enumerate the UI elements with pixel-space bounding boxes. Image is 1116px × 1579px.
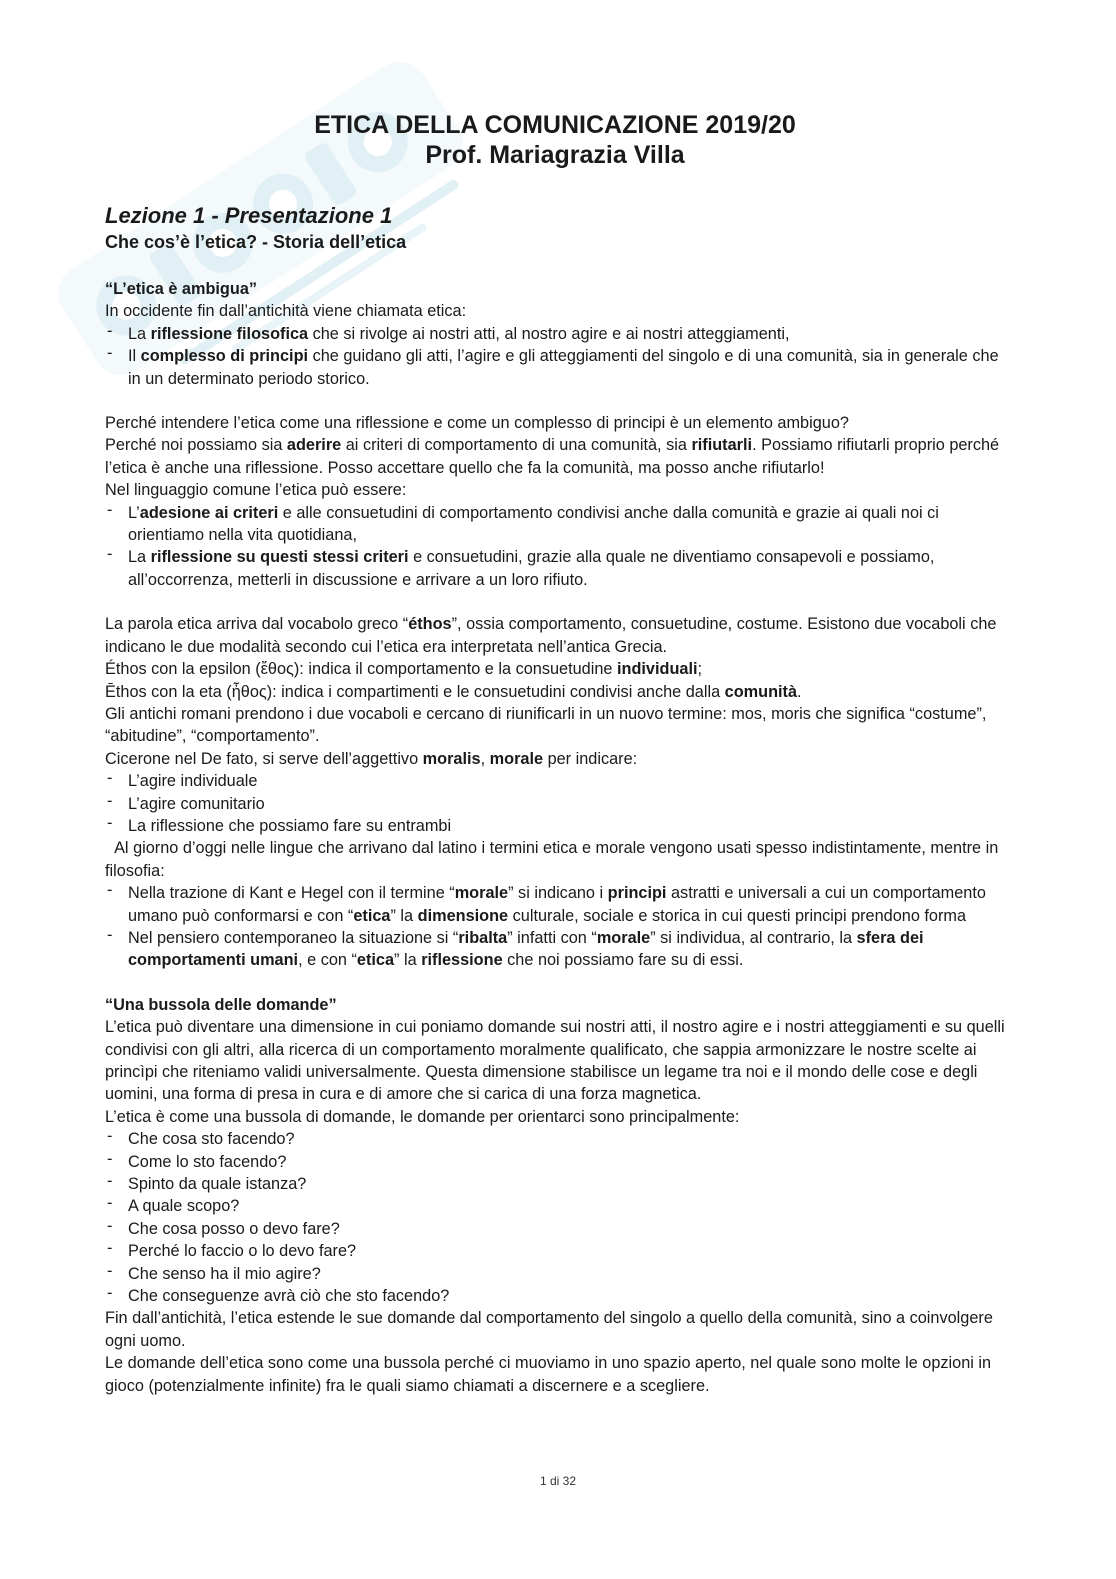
paragraph: In occidente fin dall’antichità viene chiamata etica:: [105, 302, 467, 321]
page-number: 1 di 32: [539, 1474, 577, 1488]
list-item: - Nella trazione di Kant e Hegel con il termine “morale” si indicano i principi astratti e universali a cui un comportamento umano può conformarsi e con “etica” la dimensione culturale, sociale e storica in cui questi principi prendono forma: [105, 882, 1005, 927]
list-item: - Che cosa sto facendo?: [105, 1128, 1005, 1150]
list-item: - L’agire comunitario: [105, 793, 1005, 815]
list-item: - Il complesso di principi che guidano gli atti, l’agire e gli atteggiamenti del singolo e di una comunità, sia in generale che in un determinato periodo storico.: [105, 345, 1005, 390]
paragraph: Fin dall’antichità, l’etica estende le sue domande dal comportamento del singolo a quello della comunità, sino a coinvolgere ogni uomo.: [105, 1309, 993, 1350]
list-item: - Che senso ha il mio agire?: [105, 1263, 1005, 1285]
cicerone-list: [105, 770, 1005, 837]
list-item: - Nel pensiero contemporaneo la situazione si “ribalta” infatti con “morale” si individua, al contrario, la sfera dei comportamenti umani, e con “etica” la riflessione che noi possiamo fare su di essi.: [105, 927, 1005, 972]
list-item: - Come lo sto facendo?: [105, 1151, 1005, 1173]
list-item: - A quale scopo?: [105, 1195, 1005, 1217]
paragraph: La parola etica arriva dal vocabolo greco “éthos”, ossia comportamento, consuetudine, costume. Esistono due vocaboli che indicano le due modalità secondo cui l’etica era interpretata nell’antica Grecia.: [105, 615, 997, 656]
document-page: [105, 110, 1005, 1397]
list-item: - La riflessione su questi stessi criteri e consuetudini, grazie alla quale ne diventiamo consapevoli e possiamo, all’occorrenza, metterli in discussione e arrivare a un loro rifiuto.: [105, 546, 1005, 591]
section-title-ambigua: “L’etica è ambigua”: [105, 280, 258, 298]
list-item: - La riflessione che possiamo fare su entrambi: [105, 815, 1005, 837]
paragraph: Nel linguaggio comune l’etica può essere:: [105, 481, 407, 500]
list-item: - Spinto da quale istanza?: [105, 1173, 1005, 1195]
document-title-line2: Prof. Mariagrazia Villa: [425, 141, 685, 169]
paragraph: L’etica può diventare una dimensione in cui poniamo domande sui nostri atti, il nostro agire e i nostri atteggiamenti e su quelli condivisi con gli altri, alla ricerca di un comportamento moralmente qualificato, che sappia armonizzare le nostre scelte ai princìpi che riteniamo validi universalmente. Questa dimensione stabilisce un legame tra noi e il mondo delle cose e degli uomini, una forma di presa in cura e di amore che si carica di una forza magnetica.: [105, 1018, 1005, 1104]
definition-list: [105, 502, 1005, 592]
lesson-title: Lezione 1 - Presentazione 1: [105, 203, 393, 228]
paragraph: Gli antichi romani prendono i due vocaboli e cercano di riunificarli in un nuovo termine: mos, moris che significa “costume”, “abitudine”, “comportamento”.: [105, 704, 987, 746]
list-item: - Che conseguenze avrà ciò che sto facendo?: [105, 1285, 1005, 1307]
paragraph: Perché intendere l’etica come una riflessione e come un complesso di principi è un elemento ambiguo?: [105, 414, 849, 433]
list-item: - La riflessione filosofica che si rivolge ai nostri atti, al nostro agire e ai nostri atteggiamenti,: [105, 323, 1005, 345]
section-title-bussola: “Una bussola delle domande”: [105, 995, 337, 1014]
lesson-subtitle: Che cos’è l’etica? - Storia dell’etica: [105, 232, 407, 252]
philosophy-list: [105, 882, 1005, 972]
list-item: - Perché lo faccio o lo devo fare?: [105, 1240, 1005, 1262]
paragraph: L’etica è come una bussola di domande, le domande per orientarci sono principalmente:: [105, 1107, 740, 1126]
list-item: - L’agire individuale: [105, 770, 1005, 792]
paragraph: Éthos con la epsilon (ἔθος): indica il comportamento e la consuetudine individuali;: [105, 660, 703, 679]
list-item: - L’adesione ai criteri e alle consuetudini di comportamento condivisi anche dalla comunità e grazie ai quali noi ci orientiamo nella vita quotidiana,: [105, 502, 1005, 547]
paragraph: Le domande dell’etica sono come una bussola perché ci muoviamo in uno spazio aperto, nel quale sono molte le opzioni in gioco (potenzialmente infinite) fra le quali siamo chiamati a discernere e a scegliere.: [105, 1354, 992, 1395]
paragraph: Al giorno d’oggi nelle lingue che arrivano dal latino i termini etica e morale vengono usati spesso indistintamente, mentre in filosofia:: [105, 839, 1003, 880]
paragraph: Perché noi possiamo sia aderire ai criteri di comportamento di una comunità, sia rifiutarli. Possiamo rifiutarli proprio perché l’etica è anche una riflessione. Posso accettare quello che fa la comunità, ma posso anche rifiutarlo!: [105, 436, 1000, 477]
list-item: - Che cosa posso o devo fare?: [105, 1218, 1005, 1240]
paragraph: Cicerone nel De fato, si serve dell’aggettivo moralis, morale per indicare:: [105, 749, 638, 768]
questions-list: [105, 1128, 1005, 1307]
definition-list: [105, 323, 1005, 390]
document-title-line1: ETICA DELLA COMUNICAZIONE 2019/20: [314, 111, 796, 139]
paragraph: Ēthos con la eta (ἦθος): indica i compartimenti e le consuetudini condivisi anche dalla comunità.: [105, 682, 802, 701]
